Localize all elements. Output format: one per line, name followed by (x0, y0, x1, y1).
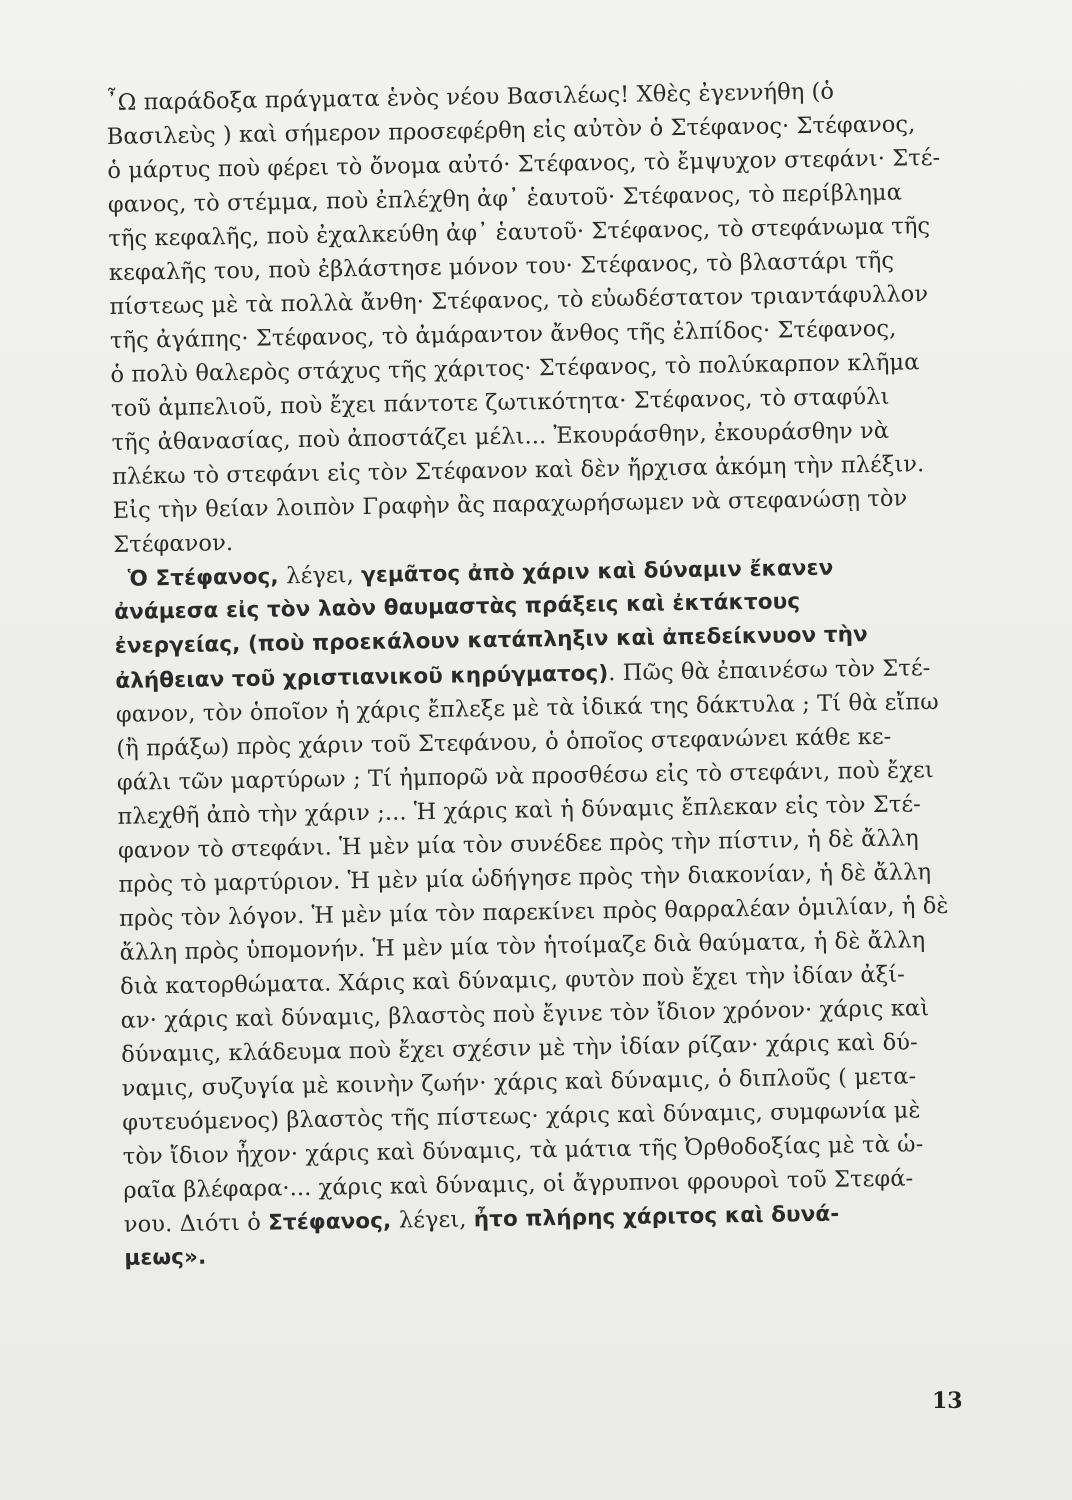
line-text: φυτευόμενος) βλαστὸς τῆς πίστεως· χάρις καὶ δύναμις, συμφωνία μὲ (122, 1097, 921, 1136)
line-text: Εἰς τὴν θείαν λοιπὸν Γραφὴν ἂς παραχωρήσωμεν νὰ στεφανώσῃ τὸν (112, 485, 908, 524)
line-text: φάλι τῶν μαρτύρων ; Τί ἠμπορῶ νὰ προσθέσω εἰς τὸ στεφάνι, ποὺ ἔχει (116, 757, 934, 796)
bold-text: ἀνάμεσα εἰς τὸν λαὸν θαυμαστὰς πράξεις καὶ ἐκτάκτους (114, 589, 801, 625)
line-text: ἄλλη πρὸς ὑπομονήν. Ἡ μὲν μία τὸν ἡτοίμαζε διὰ θαύματα, ἡ δὲ ἄλλη (119, 927, 926, 966)
bold-text: Στέφανος, (267, 1208, 400, 1236)
page-number: 13 (932, 1388, 963, 1414)
bold-text: ἦτο πλήρης χάριτος καὶ δυνά- (473, 1201, 840, 1233)
bold-text: ἐνεργείας, (ποὺ προεκάλουν κατάπληξιν καὶ ἀπεδείκνυον τὴν (114, 622, 869, 659)
line-text: αν· χάρις καὶ δύναμις, βλαστὸς ποὺ ἔγινε τὸν ἴδιον χρόνον· χάρις καὶ (120, 995, 930, 1034)
line-text: πρὸς τὸ μαρτύριον. Ἡ μὲν μία ὡδήγησε πρὸς τὴν διακονίαν, ἡ δὲ ἄλλη (118, 859, 932, 898)
line-text: Βασιλεὺς ) καὶ σήμερον προσεφέρθη εἰς αὐτὸν ὁ Στέφανος· Στέφανος, (106, 111, 916, 150)
line-text: (ἢ πράξω) πρὸς χάριν τοῦ Στεφάνου, ὁ ὁποῖος στεφανώνει κάθε κε- (116, 723, 892, 762)
line-text: Στέφανον. (113, 530, 234, 558)
line-text: ναμις, συζυγία μὲ κοινὴν ζωήν· χάρις καὶ δύναμις, ὁ διπλοῦς ( μετα- (121, 1063, 917, 1102)
line-text: ὁ μάρτυς ποὺ φέρει τὸ ὄνομα αὐτό· Στέφανος, τὸ ἔμψυχον στεφάνι· Στέ- (107, 144, 941, 184)
line-text: τῆς ἀγάπης· Στέφανος, τὸ ἀμάραντον ἄνθος τῆς ἐλπίδος· Στέφανος, (109, 315, 897, 354)
line-text: τοῦ ἀμπελιοῦ, ποὺ ἔχει πάντοτε ζωτικότητα· Στέφανος, τὸ σταφύλι (110, 383, 890, 422)
bold-text: ἀλήθειαν τοῦ χριστιανικοῦ κηρύγματος) (115, 661, 609, 694)
line-text: τὸν ἴδιον ἦχον· χάρις καὶ δύναμις, τὰ μάτια τῆς Ὀρθοδοξίας μὲ τὰ ὡ- (122, 1131, 924, 1170)
line-text: φανον τὸ στεφάνι. Ἡ μὲν μία τὸν συνέδεε πρὸς τὴν πίστιν, ἡ δὲ ἄλλη (117, 825, 919, 864)
line-text: δύναμις, κλάδευμα ποὺ ἔχει σχέσιν μὲ τὴν ἰδίαν ρίζαν· χάρις καὶ δύ- (121, 1029, 918, 1068)
plain-text: . Πῶς θὰ ἐπαινέσω τὸν Στέ- (608, 655, 931, 687)
body-text (106, 73, 977, 1276)
line-text: ραῖα βλέφαρα·... χάρις καὶ δύναμις, οἱ ἄγρυπνοι φρουροὶ τοῦ Στεφά- (123, 1165, 914, 1204)
line-text: τῆς κεφαλῆς, ποὺ ἐχαλκεύθη ἀφ᾿ ἑαυτοῦ· Στέφανος, τὸ στεφάνωμα τῆς (108, 213, 931, 252)
line-text: φανον, τὸν ὁποῖον ἡ χάρις ἔπλεξε μὲ τὰ ἰδικά της δάκτυλα ; Τί θὰ εἴπω (115, 688, 939, 728)
plain-text: λέγει, (398, 1206, 474, 1234)
line-text: κεφαλῆς του, ποὺ ἐβλάστησε μόνον του· Στέφανος, τὸ βλαστάρι τῆς (108, 247, 895, 286)
line-text: πρὸς τὸν λόγον. Ἡ μὲν μία τὸν παρεκίνει πρὸς θαρραλέαν ὁμιλίαν, ἡ δὲ (118, 892, 949, 932)
plain-text: λέγει, (286, 562, 362, 590)
line-text: ῏Ω παράδοξα πράγματα ἑνὸς νέου Βασιλέως! Χθὲς ἐγεννήθη (ὁ (106, 78, 835, 116)
line-text: πίστεως μὲ τὰ πολλὰ ἄνθη· Στέφανος, τὸ εὐωδέστατον τριαντάφυλλον (109, 281, 929, 320)
line-text: τῆς ἀθανασίας, ποὺ ἀποστάζει μέλι... Ἐκουράσθην, ἐκουράσθην νὰ (111, 417, 890, 456)
line-text: πλέκω τὸ στεφάνι εἰς τὸν Στέφανον καὶ δὲν ἤρχισα ἀκόμη τὴν πλέξιν. (111, 451, 925, 490)
bold-text: μεως». (124, 1244, 207, 1271)
bold-text: Ὁ Στέφανος, (127, 564, 287, 592)
line-text: φανος, τὸ στέμμα, ποὺ ἐπλέχθη ἀφ᾿ ἑαυτοῦ· Στέφανος, τὸ περίβλημα (107, 179, 903, 218)
line-text: πλεχθῆ ἀπὸ τὴν χάριν ;... Ἡ χάρις καὶ ἡ δύναμις ἔπλεκαν εἰς τὸν Στέ- (117, 791, 922, 830)
line-text: ὁ πολὺ θαλερὸς στάχυς τῆς χάριτος· Στέφανος, τὸ πολύκαρπον κλῆμα (110, 349, 920, 388)
line-text: διὰ κατορθώματα. Χάρις καὶ δύναμις, φυτὸν ποὺ ἔχει τὴν ἰδίαν ἀξί- (119, 961, 906, 1000)
bold-text: γεμᾶτος ἀπὸ χάριν καὶ δύναμιν ἔκανεν (360, 555, 834, 589)
plain-text: νου. Διότι ὁ (123, 1209, 269, 1238)
